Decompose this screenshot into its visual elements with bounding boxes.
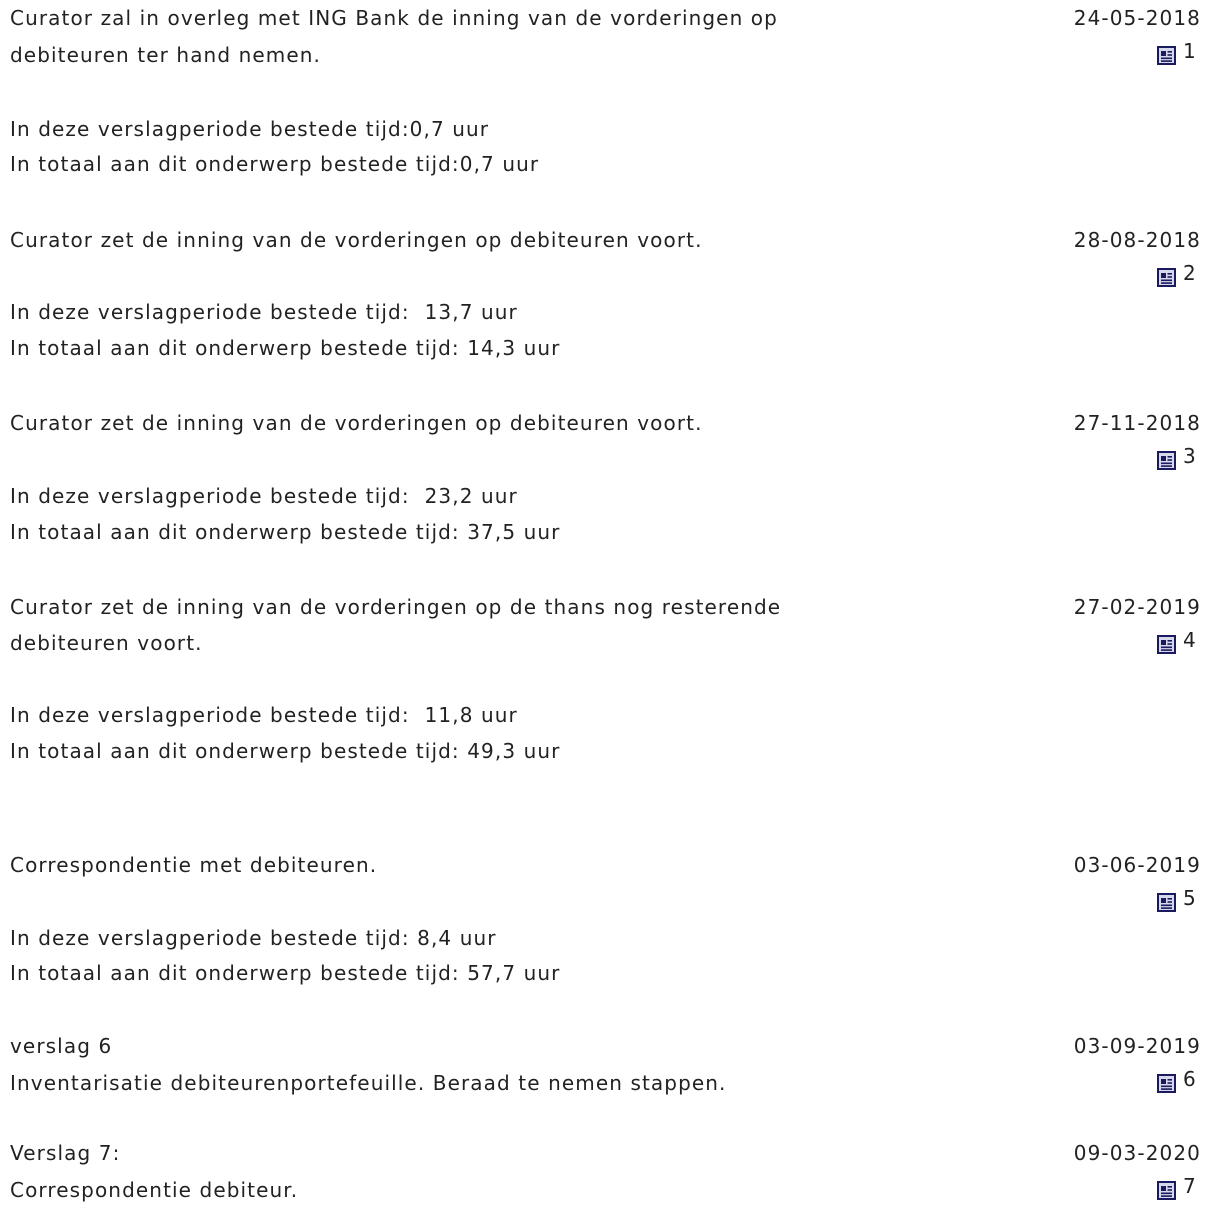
entry-text-line: Correspondentie debiteur. xyxy=(10,1178,299,1202)
entry-text-line: In deze verslagperiode bestede tijd: 13,7 uur xyxy=(10,300,518,324)
entry-text-line: debiteuren ter hand nemen. xyxy=(10,43,321,67)
report-document-icon-graphic xyxy=(1157,893,1176,912)
entry-text-line: Curator zal in overleg met ING Bank de inning van de vorderingen op xyxy=(10,6,778,30)
report-document-icon-graphic xyxy=(1157,268,1176,287)
report-number: 1 xyxy=(1183,39,1197,63)
entry-text-line: Inventarisatie debiteurenportefeuille. Beraad te nemen stappen. xyxy=(10,1071,727,1095)
entry-text-line: verslag 6 xyxy=(10,1034,113,1058)
report-document-icon-graphic xyxy=(1157,1074,1176,1093)
entry-text-line: In totaal aan dit onderwerp bestede tijd:0,7 uur xyxy=(10,152,540,176)
entry-text-line: Curator zet de inning van de vorderingen op de thans nog resterende xyxy=(10,595,782,619)
entry-text-line: In deze verslagperiode bestede tijd: 11,8 uur xyxy=(10,703,518,727)
entry-text-line: debiteuren voort. xyxy=(10,631,203,655)
entry-date: 09-03-2020 xyxy=(1073,1141,1201,1165)
entry-date: 03-09-2019 xyxy=(1073,1034,1201,1058)
report-document-icon-graphic xyxy=(1157,635,1176,654)
entry-text-line: In totaal aan dit onderwerp bestede tijd: 49,3 uur xyxy=(10,739,561,763)
report-number: 4 xyxy=(1183,628,1197,652)
entry-text-line: Curator zet de inning van de vorderingen op debiteuren voort. xyxy=(10,228,703,252)
entry-text-line: Correspondentie met debiteuren. xyxy=(10,853,378,877)
entry-text-line: In deze verslagperiode bestede tijd: 23,2 uur xyxy=(10,484,518,508)
entry-text-line: In totaal aan dit onderwerp bestede tijd: 37,5 uur xyxy=(10,520,561,544)
report-document-icon-graphic xyxy=(1157,451,1176,470)
entry-date: 28-08-2018 xyxy=(1073,228,1201,252)
report-number: 7 xyxy=(1183,1174,1197,1198)
entry-date: 27-02-2019 xyxy=(1073,595,1201,619)
report-number: 6 xyxy=(1183,1067,1197,1091)
entry-text-line: In deze verslagperiode bestede tijd: 8,4 uur xyxy=(10,926,497,950)
report-number: 2 xyxy=(1183,261,1197,285)
entry-text-line: Verslag 7: xyxy=(10,1141,121,1165)
entry-date: 24-05-2018 xyxy=(1073,6,1201,30)
entry-text-line: Curator zet de inning van de vorderingen op debiteuren voort. xyxy=(10,411,703,435)
entry-text-line: In deze verslagperiode bestede tijd:0,7 uur xyxy=(10,117,490,141)
entry-text-line: In totaal aan dit onderwerp bestede tijd: 14,3 uur xyxy=(10,336,561,360)
entry-date: 27-11-2018 xyxy=(1073,411,1201,435)
report-document-icon-graphic xyxy=(1157,46,1176,65)
report-document-icon-graphic xyxy=(1157,1181,1176,1200)
entry-date: 03-06-2019 xyxy=(1073,853,1201,877)
report-number: 3 xyxy=(1183,444,1197,468)
report-number: 5 xyxy=(1183,886,1197,910)
entry-text-line: In totaal aan dit onderwerp bestede tijd: 57,7 uur xyxy=(10,961,561,985)
